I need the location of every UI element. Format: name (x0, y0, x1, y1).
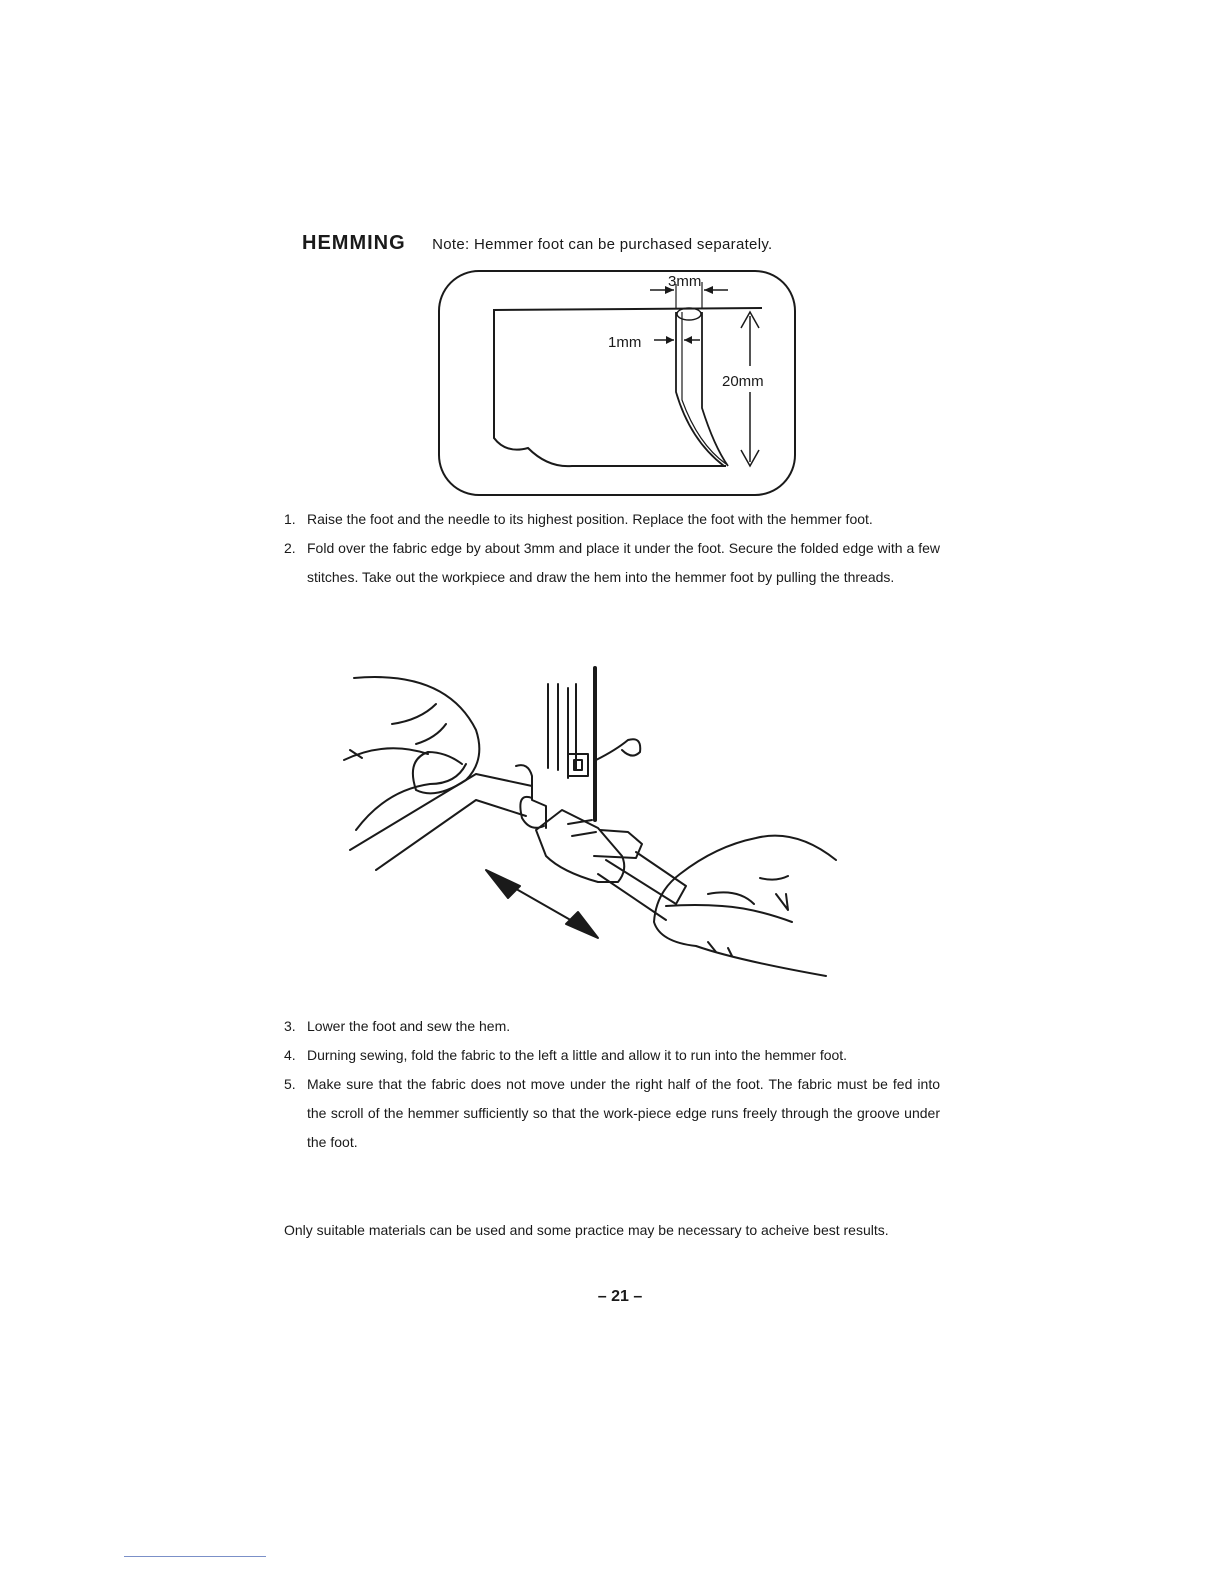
step-number: 2. (284, 540, 296, 556)
dim-1mm-head-right (684, 336, 692, 344)
feed-plate-marks (568, 820, 596, 836)
dim-20mm-label: 20mm (722, 373, 764, 390)
hemmer-scroll (520, 797, 544, 828)
presser-foot-toe (594, 830, 642, 858)
hemming-illustration-svg (336, 660, 846, 990)
section-header (302, 232, 772, 255)
fabric-strip-lower (376, 800, 526, 870)
step-item-1 (284, 505, 940, 534)
thread-guide (596, 739, 640, 760)
step-text: Lower the foot and sew the hem. (307, 1018, 511, 1034)
step-number: 5. (284, 1076, 296, 1092)
left-hand (354, 677, 479, 793)
hem-roll (677, 308, 701, 320)
step-text: Durning sewing, fold the fabric to the left a little and allow it to run into the hemmer foot. (307, 1047, 848, 1063)
presser-foot-shank (516, 765, 546, 828)
step-text: Make sure that the fabric does not move under the right half of the foot. The fabric must be fed into the scroll of the hemmer sufficiently so that the work-piece edge runs freely through the groove under the foot. (307, 1076, 940, 1150)
section-note: Note: Hemmer foot can be purchased separately. (432, 236, 773, 253)
instruction-list-part2 (284, 1012, 940, 1157)
left-hand-thumb (356, 764, 466, 830)
step-item-2 (284, 534, 940, 592)
page-number: – 21 – (597, 1288, 643, 1305)
hem-fold-curve (676, 312, 724, 466)
dim-1mm-label: 1mm (608, 334, 642, 351)
step-text: Fold over the fabric edge by about 3mm and place it under the foot. Secure the folded edge with a few stitches. Take out the workpiece and draw the hem into the hemmer foot by pulling the threads. (307, 540, 940, 585)
presser-foot-sole (536, 810, 624, 882)
hemming-illustration (336, 660, 846, 990)
hem-diagram-svg (436, 268, 798, 498)
dim-3mm-head-right (704, 286, 713, 294)
fabric-strip-right (606, 852, 686, 904)
step-item-4 (284, 1041, 940, 1070)
left-hand-knuckles (350, 704, 446, 758)
presser-bar (548, 684, 576, 778)
fabric-strip-upper (350, 774, 532, 850)
hem-dimension-diagram (436, 268, 798, 498)
step-item-3 (284, 1012, 940, 1041)
closing-paragraph: Only suitable materials can be used and some practice may be necessary to acheive best results. (284, 1222, 889, 1238)
feed-arrow-head-right (566, 912, 598, 938)
fabric-strip-edge (598, 874, 666, 920)
dim-3mm-label: 3mm (668, 273, 702, 290)
step-text: Raise the foot and the needle to its highest position. Replace the foot with the hemmer foot. (307, 511, 873, 527)
scan-artifact-line (124, 1556, 266, 1557)
dim-1mm-head-left (666, 336, 674, 344)
step-number: 4. (284, 1047, 296, 1063)
instruction-list-part1 (284, 505, 940, 592)
feed-arrow-head-left (486, 870, 520, 898)
section-title: HEMMING (302, 232, 406, 254)
step-number: 1. (284, 511, 296, 527)
needle-clamp (568, 754, 588, 776)
hem-fold-inner (682, 312, 726, 464)
step-number: 3. (284, 1018, 296, 1034)
right-hand-finger (666, 892, 792, 922)
step-item-5 (284, 1070, 940, 1157)
